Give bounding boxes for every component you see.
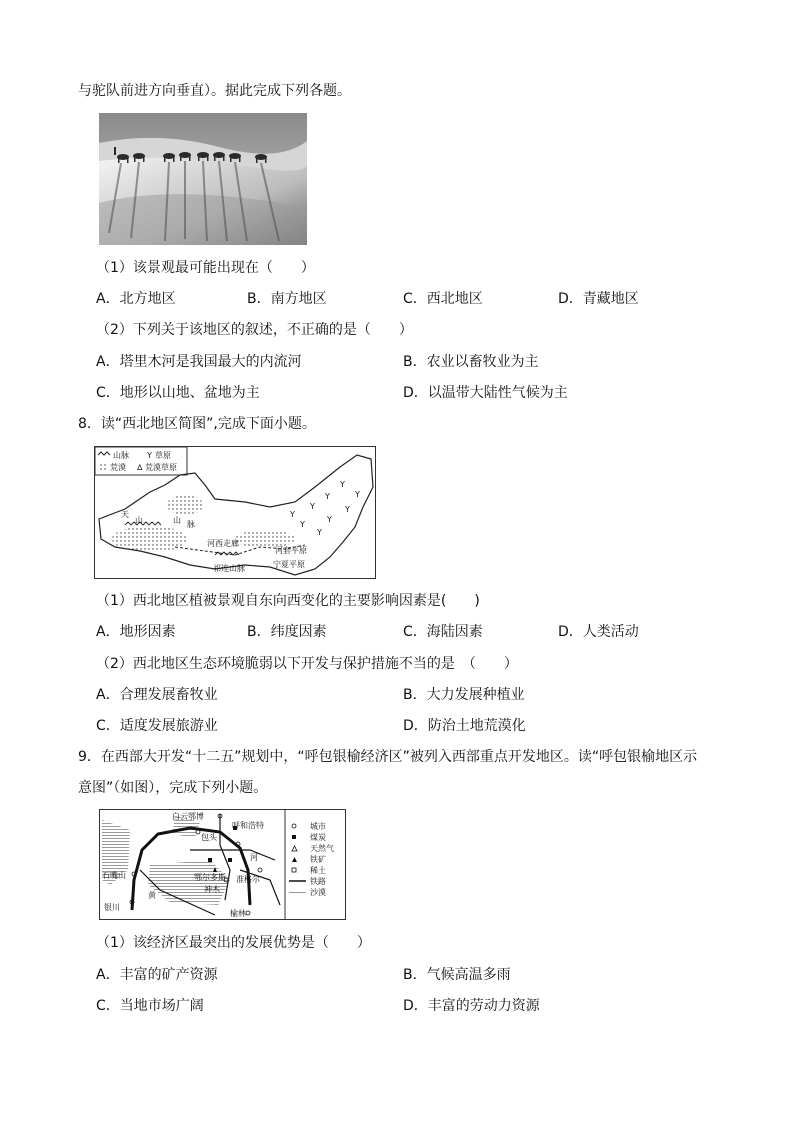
intro-line: 与驼队前进方向垂直）。据此完成下列各题。 (78, 83, 351, 99)
legend-desert-grassland: 荒漠草原 (145, 463, 177, 472)
q9-stem-line1: 9．在西部大开发“十二五”规划中，“呼包银榆经济区”被列入西部重点开发地区。读“呼包银榆地区示 (78, 749, 698, 765)
q9-sub1-option-d[interactable]: D．丰富的劳动力资源 (403, 998, 540, 1014)
legend-desert: 沙漠 (310, 888, 326, 897)
svg-text:Y: Y (310, 502, 315, 511)
label-qilian-mountains: 祁连山脉 (213, 564, 245, 573)
q9-sub1-stem: （1）该经济区最突出的发展优势是（ ） (96, 935, 371, 951)
q8-sub2-option-c[interactable]: C．适度发展旅游业 (96, 718, 218, 734)
q7-sub2-stem: （2）下列关于该地区的叙述，不正确的是（ ） (96, 322, 413, 338)
svg-text:Y: Y (317, 528, 322, 537)
svg-text:Y: Y (355, 490, 360, 499)
svg-text:Y: Y (300, 520, 305, 529)
q8-sub2-stem: （2）西北地区生态环境脆弱以下开发与保护措施不当的是 （ ） (96, 656, 518, 672)
place-shenmu: 神木 (204, 885, 220, 894)
q7-sub2-option-a[interactable]: A．塔里木河是我国最大的内流河 (96, 354, 302, 370)
q7-sub2-option-d[interactable]: D．以温带大陆性气候为主 (403, 385, 568, 401)
svg-text:Y: Y (290, 510, 295, 519)
label-ningxia-plain: 宁夏平原 (273, 560, 305, 569)
legend-rare-earth: 稀土 (310, 866, 326, 875)
desert-camel-photo (99, 113, 307, 245)
svg-text:Y: Y (345, 505, 350, 514)
legend-grassland: 草原 (155, 451, 171, 460)
legend-desert-grass-icon: ᐃ (137, 463, 143, 472)
place-huang: 黄 (148, 891, 156, 900)
hubaoyinyu-map (99, 809, 346, 920)
q9-stem-line2: 意图”（如图），完成下列小题。 (78, 780, 268, 796)
legend-iron-ore: 铁矿 (310, 855, 326, 864)
northwest-region-map (94, 446, 376, 579)
legend-mountain: 山脉 (113, 451, 129, 460)
q7-sub2-option-b[interactable]: B．农业以畜牧业为主 (403, 354, 539, 370)
q8-sub1-stem: （1）西北地区植被景观自东向西变化的主要影响因素是( ) (96, 593, 480, 609)
label-shan1: 山 (135, 516, 143, 525)
place-zhungeer: 准格尔 (236, 875, 260, 884)
q9-sub1-option-a[interactable]: A．丰富的矿产资源 (96, 967, 218, 983)
place-hohhot: 呼和浩特 (232, 821, 264, 830)
place-shizuishan: 石嘴山 (102, 871, 126, 880)
q7-sub1-stem: （1）该景观最可能出现在（ ） (96, 260, 315, 276)
label-hexi-corridor: 河西走廊 (207, 539, 239, 548)
svg-text:Y: Y (325, 492, 330, 501)
q7-sub1-option-d[interactable]: D．青藏地区 (558, 291, 639, 307)
q9-sub1-option-b[interactable]: B．气候高温多雨 (403, 967, 511, 983)
q8-sub2-option-a[interactable]: A．合理发展畜牧业 (96, 687, 218, 703)
q7-sub1-option-c[interactable]: C．西北地区 (403, 291, 483, 307)
q7-sub1-option-a[interactable]: A．北方地区 (96, 291, 176, 307)
label-tian: 天 (121, 510, 129, 519)
place-ordos: 鄂尔多斯 (194, 873, 226, 882)
label-shan2: 山 (173, 516, 181, 525)
place-yulin: 榆林 (230, 909, 246, 918)
q8-sub1-option-b[interactable]: B．纬度因素 (247, 624, 327, 640)
q8-sub1-option-d[interactable]: D．人类活动 (558, 624, 639, 640)
place-yinchuan: 银川 (104, 903, 120, 912)
q7-sub2-option-c[interactable]: C．地形以山地、盆地为主 (96, 385, 260, 401)
legend-desert: 荒漠 (110, 463, 126, 472)
legend-grass-icon: Y (147, 451, 152, 460)
q8-sub1-option-a[interactable]: A．地形因素 (96, 624, 176, 640)
place-baotou: 包头 (201, 833, 217, 842)
svg-text:Y: Y (327, 515, 332, 524)
q8-sub2-option-b[interactable]: B．大力发展种植业 (403, 687, 525, 703)
label-hetao-plain: 河套平原 (275, 546, 307, 555)
q9-sub1-option-c[interactable]: C．当地市场广阔 (96, 998, 204, 1014)
q8-sub1-option-c[interactable]: C．海陆因素 (403, 624, 483, 640)
legend-railway: 铁路 (310, 877, 326, 886)
q7-sub1-option-b[interactable]: B．南方地区 (247, 291, 327, 307)
svg-text:Y: Y (340, 480, 345, 489)
legend-natural-gas: 天然气 (310, 844, 334, 853)
q8-sub2-option-d[interactable]: D．防治土地荒漠化 (403, 718, 526, 734)
place-he: 河 (250, 853, 258, 862)
label-mai: 脉 (187, 520, 195, 529)
place-baiyunebo: 白云鄂博 (172, 812, 204, 821)
q8-stem: 8．读“西北地区简图”,完成下面小题。 (78, 416, 316, 432)
legend-city: 城市 (310, 822, 326, 831)
legend-coal: 煤炭 (310, 833, 326, 842)
